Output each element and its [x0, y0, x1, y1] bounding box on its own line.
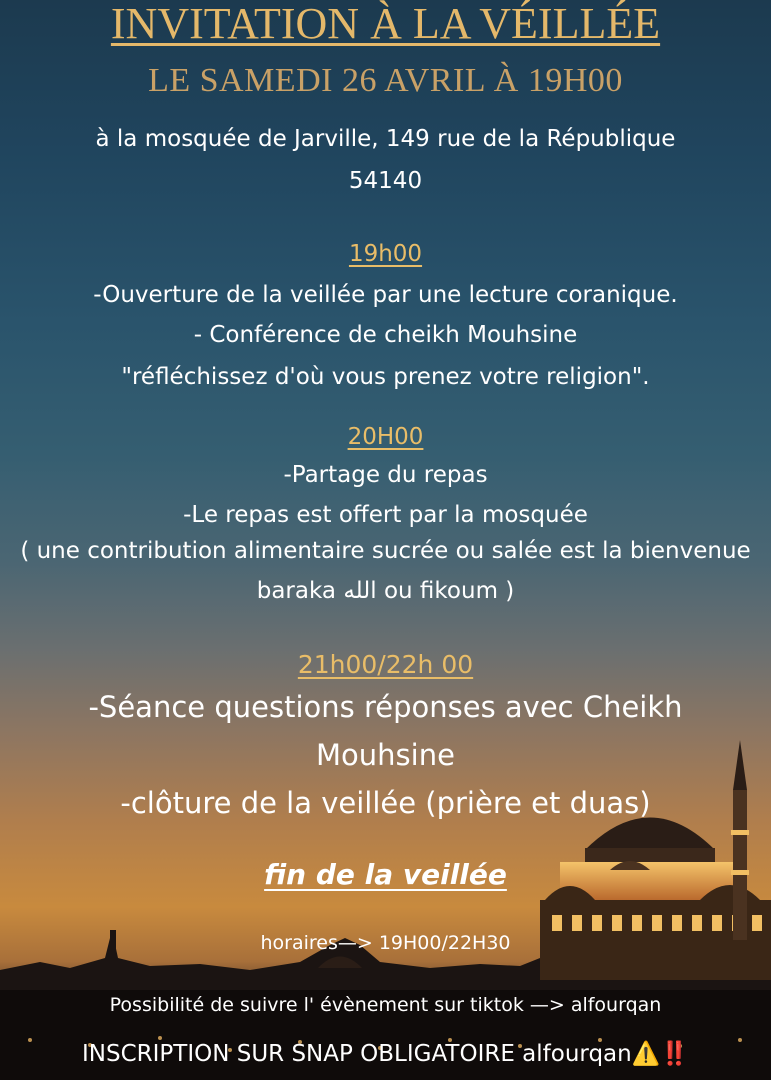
section-time-1900: 19h00 [348, 241, 423, 267]
tiktok-info: Possibilité de suivre l' évènement sur tiktok —> alfourqan [109, 994, 662, 1016]
section3-line2: Mouhsine [316, 738, 455, 772]
arabic-allah-text: الله [343, 578, 377, 604]
section2-line2: -Le repas est offert par la mosquée [183, 502, 588, 528]
invitation-title: INVITATION À LA VÉILLÉE [110, 0, 661, 48]
schedule-hours: horaires—> 19H00/22H30 [260, 932, 511, 954]
section1-line1: -Ouverture de la veillée par une lecture coranique. [93, 282, 678, 308]
section1-line3: "réfléchissez d'où vous prenez votre religion". [121, 364, 650, 390]
section1-line2: - Conférence de cheikh Mouhsine [193, 322, 578, 348]
section3-line1: -Séance questions réponses avec Cheikh [88, 690, 683, 724]
section-time-2100: 21h00/22h 00 [297, 650, 474, 679]
postal-code: 54140 [348, 168, 423, 194]
section3-line3: -clôture de la veillée (prière et duas) [120, 786, 651, 820]
address-line: à la mosquée de Jarville, 149 rue de la République [95, 126, 676, 152]
section-time-2000: 20H00 [347, 424, 424, 450]
event-date: LE SAMEDI 26 AVRIL À 19H00 [148, 62, 623, 99]
section2-line3: ( une contribution alimentaire sucrée ou salée est la bienvenue [20, 538, 751, 564]
end-of-event: fin de la veillée [264, 858, 507, 891]
section2-line4: baraka الله ou fikoum ) [256, 578, 515, 604]
section2-line1: -Partage du repas [283, 462, 488, 488]
snap-registration-notice: INSCRIPTION SUR SNAP OBLIGATOIRE alfourqan⚠️‼️ [81, 1041, 690, 1067]
